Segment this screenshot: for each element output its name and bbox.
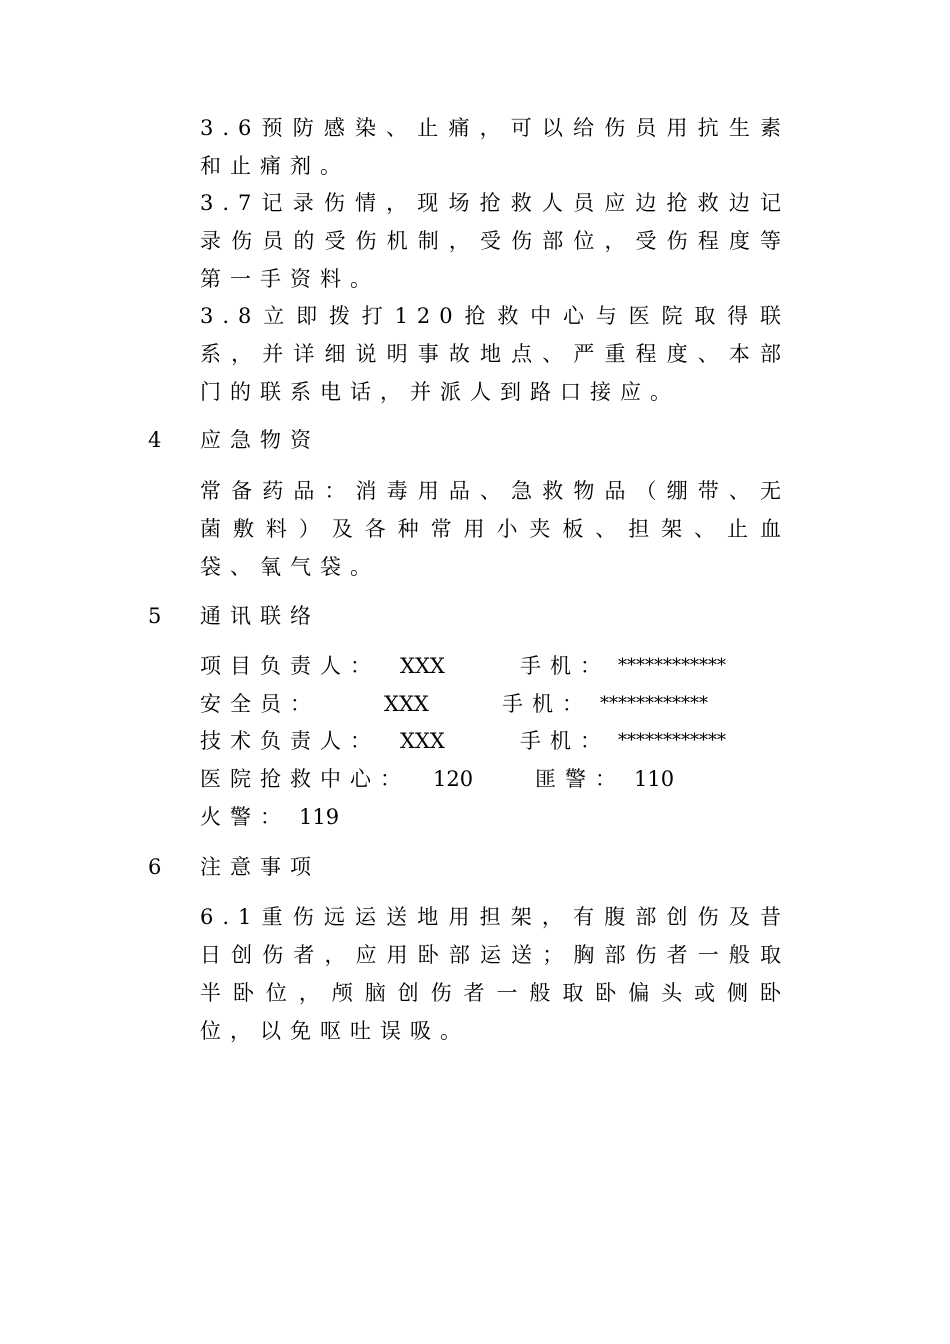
section-4-title: 应急物资 xyxy=(200,428,320,452)
police-number: 110 xyxy=(634,767,675,791)
section-5-title: 通讯联络 xyxy=(200,604,320,628)
contact-label: 项目负责人： xyxy=(200,654,380,678)
police-label: 匪警： xyxy=(535,767,625,791)
hospital-label: 医院抢救中心： xyxy=(200,767,410,791)
section-4-body: 常备药品：消毒用品、急救物品（绷带、无菌敷料）及各种常用小夹板、担架、止血袋、氧气袋。 xyxy=(200,479,790,579)
hospital-number: 120 xyxy=(433,767,474,791)
contact-name: XXX xyxy=(400,654,445,678)
phone-number: ************ xyxy=(618,655,726,676)
phone-label: 手机： xyxy=(520,654,610,678)
phone-label: 手机： xyxy=(520,729,610,753)
item-3-8-paragraph: 3.8立即拨打120抢救中心与医院取得联系，并详细说明事故地点、严重程度、本部门的联系电话，并派人到路口接应。 xyxy=(200,304,790,404)
fire-label: 火警： xyxy=(200,805,290,829)
item-3-7-paragraph: 3.7记录伤情，现场抢救人员应边抢救边记录伤员的受伤机制，受伤部位，受伤程度等第一手资料。 xyxy=(200,191,790,291)
phone-number: ************ xyxy=(618,730,726,751)
section-6-title: 注意事项 xyxy=(200,855,320,879)
section-5-number: 5 xyxy=(148,604,162,628)
contact-name: XXX xyxy=(400,729,445,753)
contact-name: XXX xyxy=(384,692,429,716)
section-4-number: 4 xyxy=(148,428,162,452)
item-6-1-paragraph: 6.1重伤远运送地用担架，有腹部创伤及昔日创伤者，应用卧部运送；胸部伤者一般取半卧位，颅脑创伤者一般取卧偏头或侧卧位，以免呕吐误吸。 xyxy=(200,905,790,1043)
item-3-6-paragraph: 3.6预防感染、止痛，可以给伤员用抗生素和止痛剂。 xyxy=(200,116,790,178)
section-6-number: 6 xyxy=(148,855,162,879)
phone-number: ************ xyxy=(600,693,708,714)
contact-label: 安全员： xyxy=(200,692,320,716)
fire-number: 119 xyxy=(299,805,340,829)
contact-label: 技术负责人： xyxy=(200,729,380,753)
phone-label: 手机： xyxy=(502,692,592,716)
